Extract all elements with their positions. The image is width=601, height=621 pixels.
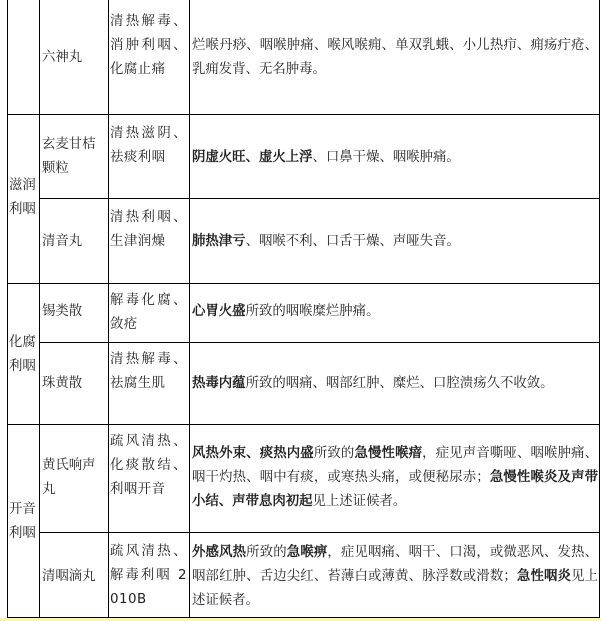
column-divider bbox=[599, 0, 600, 618]
indication-text: 所致的咽痛、咽部红肿、糜烂、口腔溃疡久不收敛。 bbox=[245, 376, 554, 391]
row-divider bbox=[40, 198, 599, 199]
column-divider bbox=[7, 0, 8, 618]
column-divider bbox=[189, 0, 190, 618]
indication-text: ，症见声音嘶哑、咽喉肿痛、咽干灼热、咽中有痰，或寒热头痛，或便秘尿赤； bbox=[192, 446, 598, 485]
category-cell: 开音利咽 bbox=[9, 502, 36, 541]
medicine-name: 六神丸 bbox=[42, 50, 83, 65]
column-divider bbox=[108, 0, 109, 618]
indication-text: 所致的 bbox=[313, 446, 355, 461]
medicine-name: 清咽滴丸 bbox=[42, 569, 96, 584]
medicine-indication bbox=[192, 300, 598, 324]
category-cell: 滋润利咽 bbox=[9, 178, 36, 217]
medicine-function: 清热解毒、祛腐生肌 bbox=[110, 352, 187, 391]
indication-emphasis: 急喉痹 bbox=[286, 545, 328, 560]
medicine-function: 清热解毒、消肿利咽、化腐止痛 bbox=[110, 14, 187, 77]
medicine-indication bbox=[192, 541, 598, 613]
indication-emphasis: 急慢性喉瘖 bbox=[354, 446, 423, 461]
indication-emphasis: 急慢性喉炎及声带小结、声带息肉初起 bbox=[192, 470, 598, 509]
medicine-name: 清音丸 bbox=[42, 234, 83, 249]
indication-text: 见上述证候者。 bbox=[312, 494, 407, 509]
medicine-name: 玄麦甘桔颗粒 bbox=[42, 137, 96, 176]
indication-text: 、咽喉不利、口舌干燥、声哑失音。 bbox=[245, 234, 460, 249]
row-divider bbox=[7, 283, 599, 284]
indication-emphasis: 急性咽炎 bbox=[516, 569, 572, 584]
row-divider bbox=[7, 114, 599, 115]
row-divider bbox=[40, 532, 599, 533]
indication-text: 烂喉丹痧、咽喉肿痛、喉风喉痈、单双乳蛾、小儿热疖、痈疡疔疮、乳痈发背、无名肿毒。 bbox=[192, 38, 598, 77]
indication-emphasis: 风热外束、痰热内盛 bbox=[192, 446, 314, 461]
medicine-name: 珠黄散 bbox=[42, 376, 83, 391]
medicine-function: 疏风清热、化痰散结、利咽开音 bbox=[110, 434, 187, 497]
indication-emphasis: 外感风热 bbox=[192, 545, 247, 560]
medicine-indication bbox=[192, 34, 598, 82]
medicine-function: 清热利咽、生津润燥 bbox=[110, 210, 187, 249]
indication-emphasis: 阴虚火旺、虚火上浮 bbox=[192, 150, 313, 165]
medicine-indication bbox=[192, 372, 598, 396]
indication-text: 所致的 bbox=[246, 545, 287, 560]
medicine-function: 清热滋阴、祛痰利咽 bbox=[110, 126, 187, 165]
medicine-function: 疏风清热、解毒利咽 2010B bbox=[110, 544, 187, 607]
indication-emphasis: 热毒内蕴 bbox=[192, 376, 246, 391]
medicine-function: 解毒化腐、敛疮 bbox=[110, 293, 187, 332]
indication-emphasis: 心胃火盛 bbox=[192, 304, 246, 319]
medicine-name: 锡类散 bbox=[42, 304, 83, 319]
row-divider bbox=[40, 342, 599, 343]
indication-emphasis: 肺热津亏 bbox=[192, 234, 246, 249]
row-divider bbox=[7, 424, 599, 425]
medicine-indication bbox=[192, 146, 598, 170]
indication-text: 见上述证候者。 bbox=[192, 569, 598, 608]
category-cell: 化腐利咽 bbox=[9, 335, 36, 374]
indication-text: 、口鼻干燥、咽喉肿痛。 bbox=[312, 150, 460, 165]
indication-text: 所致的咽喉糜烂肿痛。 bbox=[245, 304, 380, 319]
medicine-indication bbox=[192, 230, 598, 254]
medicine-name: 黄氏响声丸 bbox=[42, 458, 96, 497]
indication-text: ，症见咽痛、咽干、口渴，或微恶风、发热、咽部红肿、舌边尖红、苔薄白或薄黄、脉浮数或滑数； bbox=[192, 545, 598, 584]
medicine-indication bbox=[192, 442, 598, 514]
